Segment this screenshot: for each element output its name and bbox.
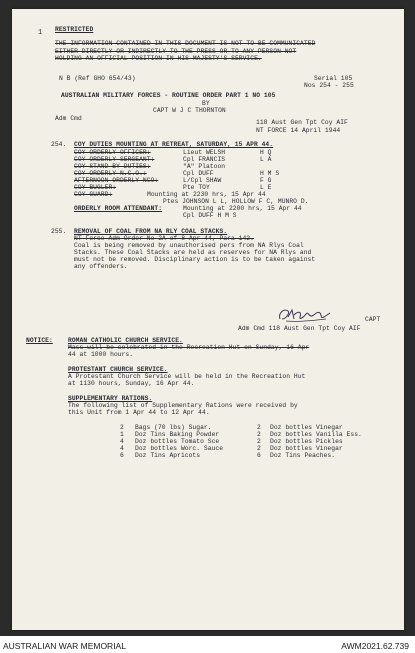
ration-qty: 2: [257, 431, 261, 438]
ration-item: Doz Tins Peaches.: [270, 452, 336, 459]
duty-unit: L E: [260, 184, 272, 191]
item-255-number: 255.: [51, 228, 67, 235]
serial-line-1: Serial 105: [314, 75, 353, 82]
duty-unit: H Q: [260, 149, 272, 156]
item-255-heading: REMOVAL OF COAL FROM NA RLY COAL STACKS.: [74, 228, 228, 235]
duty-value: Pte TOY: [183, 184, 210, 191]
item-255-reference: NT Force Adm Order No 2A of 8 Apr 44, Para 142.: [74, 235, 254, 242]
ration-item: Bags (70 lbs) Sugar.: [135, 424, 212, 431]
ration-item: Doz bottles Vanilla Ess.: [270, 431, 362, 438]
serial-line-2: Nos 254 - 255: [304, 82, 354, 89]
duty-label: COY BUGLER:: [74, 184, 117, 191]
ration-qty: 6: [120, 452, 124, 459]
restricted-heading: RESTRICTED: [55, 26, 94, 33]
order-title: AUSTRALIAN MILITARY FORCES - ROUTINE ORDER PART 1 NO 105: [61, 92, 276, 99]
ration-qty: 2: [120, 424, 124, 431]
unit-line-2: NT FORCE 14 April 1944: [256, 127, 341, 134]
ration-qty: 2: [257, 445, 261, 452]
notice-label: NOTICE:: [26, 337, 53, 344]
item-254-number: 254.: [51, 141, 67, 148]
duty-unit: L A: [260, 156, 272, 163]
footer-accession-number: AWM2021.62.739: [341, 641, 409, 651]
document-page: [12, 9, 404, 630]
duty-label: AFTERNOON ORDERLY NCO:: [74, 177, 159, 184]
supp-body-line: The following list of Supplementary Rations were received by: [68, 402, 298, 409]
guard-text: Mounting at 2230 hrs, 15 Apr 44: [147, 191, 266, 198]
ration-qty: 2: [257, 424, 261, 431]
duty-value: "A" Platoon: [183, 163, 226, 170]
signature-unit: Adm Cmd 118 Aust Gen Tpt Coy AIF: [238, 325, 361, 332]
rc-heading: ROMAN CATHOLIC CHURCH SERVICE.: [68, 337, 183, 344]
duty-label: COY ORDERLY OFFICER:: [74, 149, 151, 156]
prot-body-line: A Protestant Church Service will be held in the Recreation Hut: [68, 373, 306, 380]
ref-line: N B (Ref GHO 654/43): [59, 75, 136, 82]
signature-rank: CAPT: [365, 316, 381, 323]
guard-label: COY GUARD:: [74, 191, 113, 198]
ration-item: Doz Tins Baking Powder: [135, 431, 220, 438]
duty-value: Cpl DUFF: [183, 170, 214, 177]
notice-line-1: THE INFORMATION CONTAINED IN THIS DOCUMENT IS NOT TO BE COMMUNICATED: [55, 40, 316, 47]
ration-item: Doz Tins Apricots: [135, 452, 201, 459]
author-line: CAPT W J C THORNTON: [153, 107, 226, 114]
by-line: BY: [202, 100, 210, 107]
ration-qty: 2: [257, 438, 261, 445]
duty-label: COY STAND BY DUTIES:: [74, 163, 151, 170]
notice-line-2: EITHER DIRECTLY OR INDIRECTLY TO THE PRESS OR TO ANY PERSON NOT: [55, 47, 297, 55]
footer-bar: [0, 639, 415, 653]
item-255-body-line: Stacks. These Coal Stacks are held as reserves for NA Rlys and: [74, 249, 312, 256]
ration-item: Doz bottles Tomato Sce: [135, 438, 220, 445]
prot-body-line: at 1130 hours, Sunday, 16 Apr 44.: [68, 380, 195, 387]
duty-label: COY ORDERLY N.C.O.:: [74, 170, 147, 177]
ration-item: Doz bottles Worc. Sauce: [135, 445, 224, 452]
duty-value: Lieut WELSH: [183, 149, 226, 156]
unit-line-1: 118 Aust Gen Tpt Coy AIF: [256, 119, 348, 126]
duty-unit: F G: [260, 177, 272, 184]
item-255-body-line: any offenders.: [74, 263, 128, 270]
room-member: Cpl DUFF H M S: [183, 212, 237, 219]
ration-qty: 4: [120, 445, 124, 452]
ration-item: Doz bottles Pickles: [270, 438, 343, 445]
supp-body-line: this Unit from 1 Apr 44 to 12 Apr 44.: [68, 409, 210, 416]
item-254-heading: COY DUTIES MOUNTING AT RETREAT, SATURDAY, 15 APR 44.: [74, 141, 274, 148]
footer-institution: AUSTRALIAN WAR MEMORIAL: [3, 641, 126, 651]
duty-value: L/Cpl SHAW: [183, 177, 222, 184]
item-255-body-line: must not be removed. Disciplinary action is to be taken against: [74, 256, 316, 263]
duty-unit: H M S: [260, 170, 280, 177]
duty-label: COY ORDERLY SERGEANT:: [74, 156, 155, 163]
adm-left: Adm Cmd: [55, 115, 82, 122]
guard-members: Ptes JOHNSON L L, HOLLOW F C, MUNRO D.: [163, 198, 309, 205]
handwritten-signature: [276, 305, 334, 325]
ration-item: Doz bottles Vinegar: [270, 424, 343, 431]
supp-heading: SUPPLEMENTARY RATIONS.: [68, 395, 153, 402]
item-255-body-line: Coal is being removed by unauthorised pers from NA Rlys Coal: [74, 242, 304, 249]
ration-item: Doz bottles Vinegar: [270, 445, 343, 452]
notice-line-3: HOLDING AN OFFICIAL POSITION IN HIS MAJESTY'S SERVICE.: [55, 55, 262, 62]
rc-body-line: Mass will be celebrated in the Recreation Hut on Sunday, 16 Apr: [68, 344, 310, 351]
duty-value: Cpl FRANCIS: [183, 156, 226, 163]
ration-qty: 6: [257, 452, 261, 459]
prot-heading: PROTESTANT CHURCH SERVICE.: [68, 366, 168, 373]
rc-body-line: 44 at 1000 hours.: [68, 351, 134, 358]
page-mark: 1: [38, 29, 43, 37]
room-label: ORDERLY ROOM ATTENDANT:: [74, 205, 163, 212]
room-text: Mounting at 2200 hrs, 15 Apr 44: [183, 205, 302, 212]
ration-qty: 4: [120, 438, 124, 445]
ration-qty: 1: [120, 431, 124, 438]
